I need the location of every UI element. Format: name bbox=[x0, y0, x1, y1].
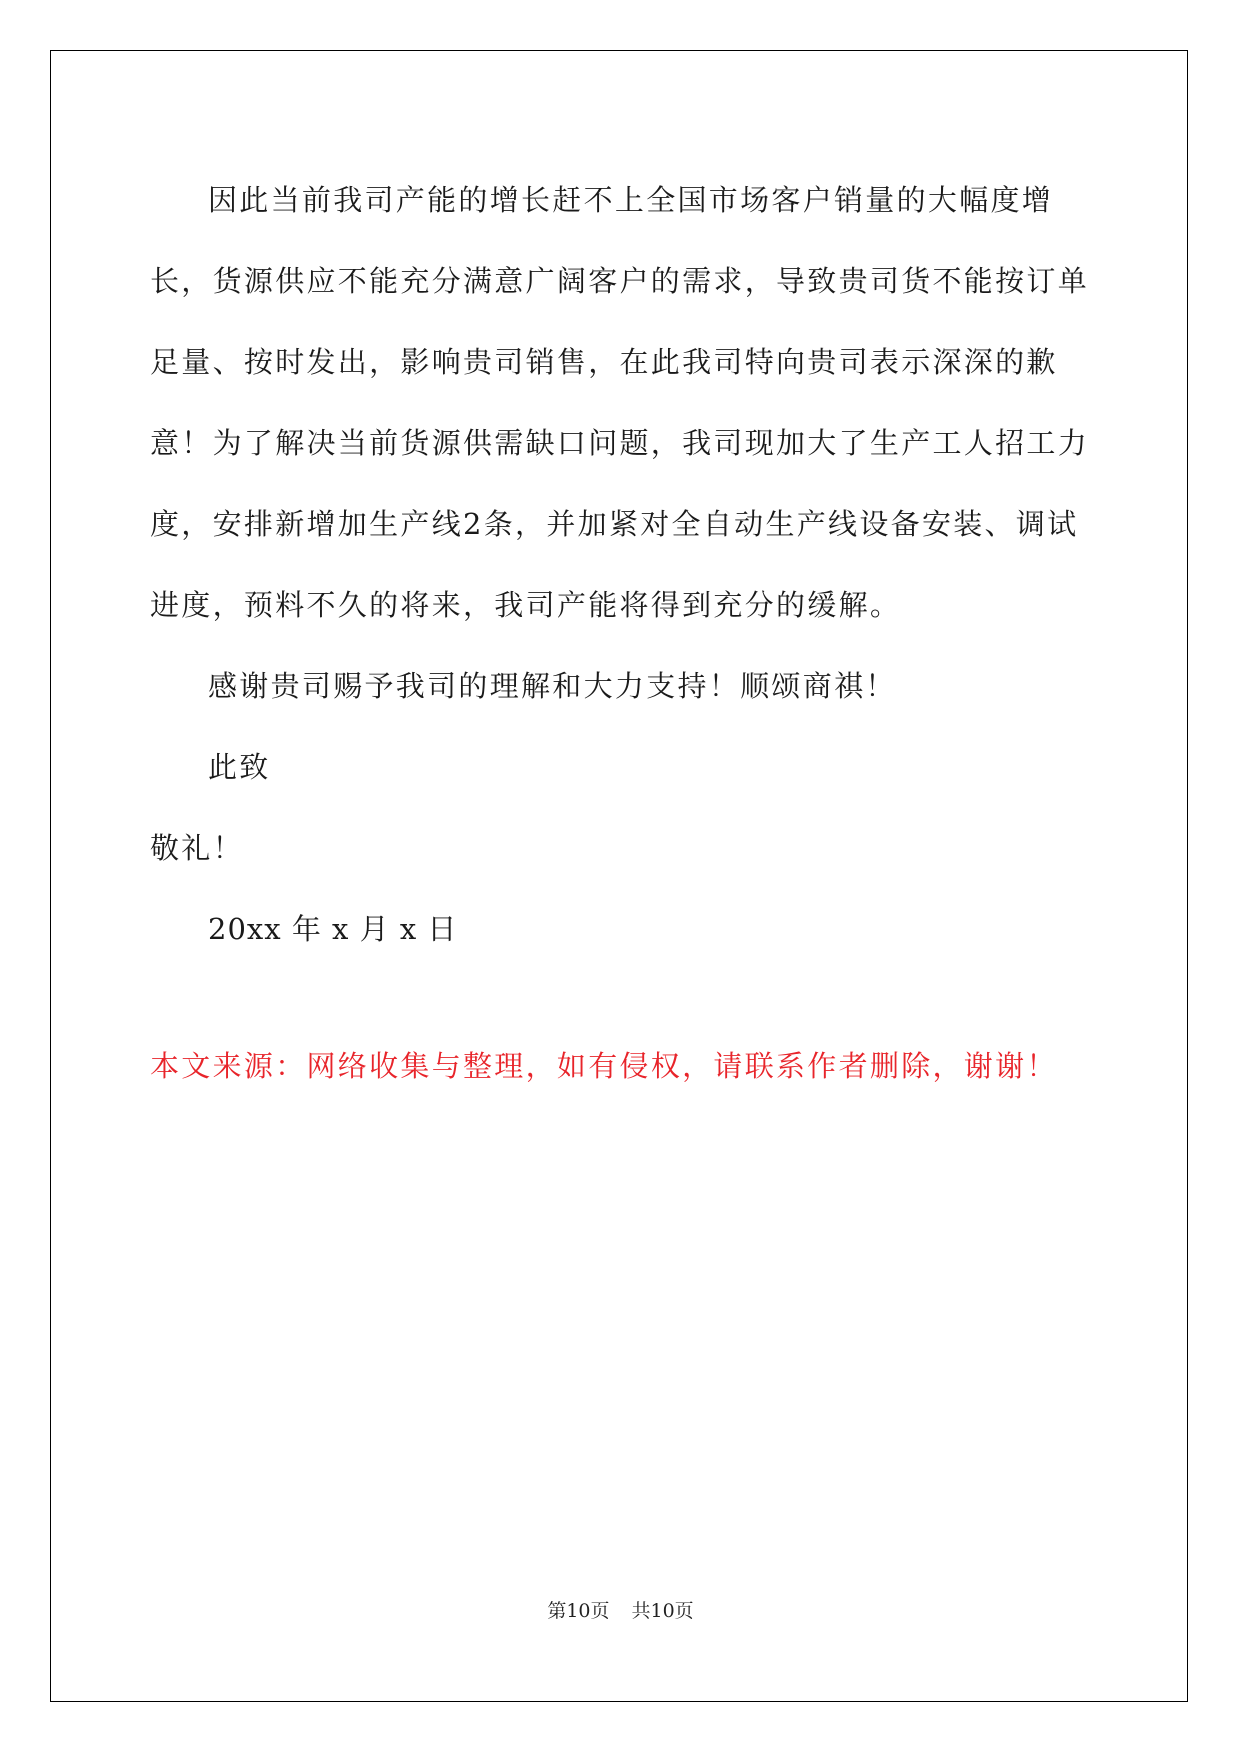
current-page-label: 第10页 bbox=[547, 1600, 610, 1622]
total-pages-label: 共10页 bbox=[631, 1600, 694, 1622]
closing-text: 此致 bbox=[208, 750, 271, 784]
body-paragraph-2: 感谢贵司赐予我司的理解和大力支持！顺颂商祺！ bbox=[208, 669, 897, 703]
body-paragraph-1: 因此当前我司产能的增长赶不上全国市场客户销量的大幅度增长，货源供应不能充分满意广阔客户的需求，导致贵司货不能按订单足量、按时发出，影响贵司销售，在此我司特向贵司表示深深的歉意！为了解决当前货源供需缺口问题，我司现加大了生产工人招工力度，安排新增加生产线2条，并加紧对全自动生产线设备安装、调试进度，预料不久的将来，我司产能将得到充分的缓解。 bbox=[150, 183, 1090, 622]
page-footer bbox=[0, 1596, 1241, 1623]
document-body bbox=[150, 160, 1090, 970]
salutation-text: 敬礼！ bbox=[150, 831, 244, 865]
source-note: 本文来源：网络收集与整理，如有侵权，请联系作者删除，谢谢！ bbox=[150, 1049, 1058, 1083]
date-line: 20xx 年 x 月 x 日 bbox=[208, 912, 458, 946]
